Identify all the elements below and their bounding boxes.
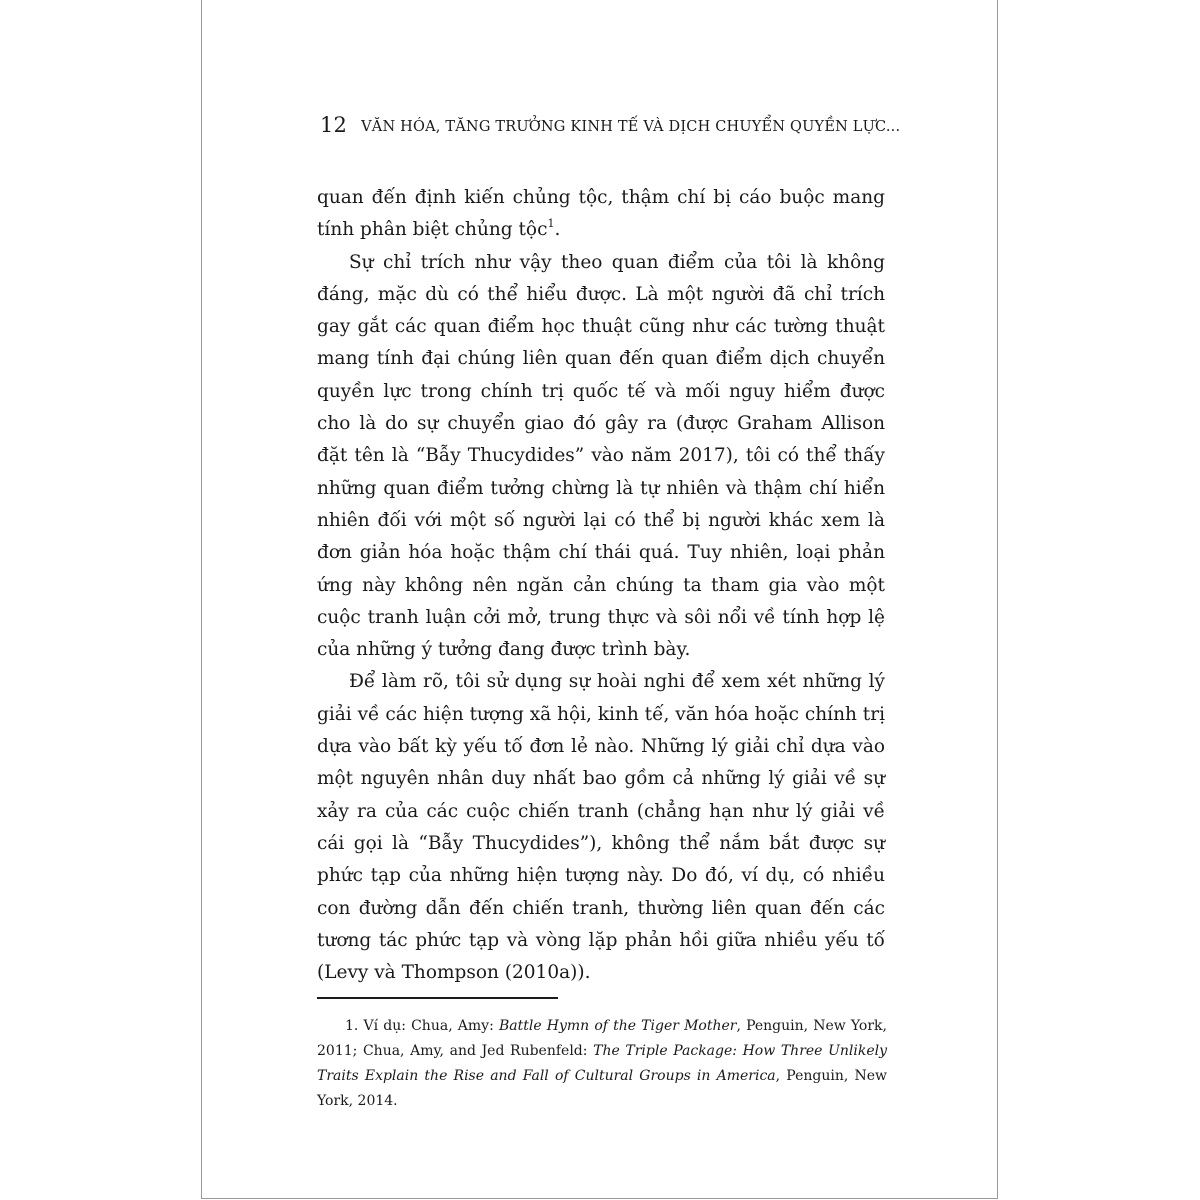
paragraph-1-text: quan đến định kiến chủng tộc, thậm chí bị cáo buộc mang tính phân biệt chủng tộc — [317, 187, 885, 241]
footnote-mid: , Penguin, New York, 2011; Chua, Amy, and Jed Rubenfeld: — [317, 1018, 887, 1059]
paragraph-3: Để làm rõ, tôi sử dụng sự hoài nghi để xem xét những lý giải về các hiện tượng xã hội, kinh tế, văn hóa hoặc chính trị dựa vào bất kỳ yếu tố đơn lẻ nào. Những lý giải chỉ dựa vào một nguyên nhân duy nhất bao gồm cả những lý giải về sự xảy ra của các cuộc chiến tranh (chẳng hạn như lý giải về cái gọi là “Bẫy Thucydides”), không thể nắm bắt được sự phức tạp của những hiện tượng này. Do đó, ví dụ, có nhiều con đường dẫn đến chiến tranh, thường liên quan đến các tương tác phức tạp và vòng lặp phản hồi giữa nhiều yếu tố (Levy và Thompson (2010a)). — [317, 671, 885, 984]
footnote — [317, 1014, 887, 1114]
footnote-separator — [317, 997, 558, 999]
paragraph-2: Sự chỉ trích như vậy theo quan điểm của tôi là không đáng, mặc dù có thể hiểu được. Là một người đã chỉ trích gay gắt các quan điểm học thuật cũng như các tường thuật mang tính đại chúng liên quan đến quan điểm dịch chuyển quyền lực trong chính trị quốc tế và mối nguy hiểm được cho là do sự chuyển giao đó gây ra (được Graham Allison đặt tên là “Bẫy Thucydides” vào năm 2017), tôi có thể thấy những quan điểm tưởng chừng là tự nhiên và thậm chí hiển nhiên đối với một số người lại có thể bị người khác xem là đơn giản hóa hoặc thậm chí thái quá. Tuy nhiên, loại phản ứng này không nên ngăn cản chúng ta tham gia vào một cuộc tranh luận cởi mở, trung thực và sôi nổi về tính hợp lệ của những ý tưởng đang được trình bày. — [317, 251, 885, 661]
page-number: 12 — [320, 113, 348, 137]
footnote-lead: 1. Ví dụ: Chua, Amy: — [345, 1018, 499, 1034]
chapter-title: VĂN HÓA, TĂNG TRƯỞNG KINH TẾ VÀ DỊCH CHUYỂN QUYỀN LỰC... — [361, 119, 901, 135]
paragraph-1 — [317, 182, 885, 247]
footnote-tail: , Penguin, New York, 2014. — [317, 1068, 887, 1109]
paragraph-1-end: . — [554, 219, 561, 241]
body-text — [317, 182, 885, 989]
footnote-title-1: Battle Hymn of the Tiger Mother — [498, 1018, 737, 1034]
book-page — [201, 0, 998, 1199]
footnote-title-2: The Triple Package: How Three Unlikely Traits Explain the Rise and Fall of Cultural Groups in America — [317, 1043, 887, 1084]
running-head — [320, 113, 920, 137]
footnote-reference: 1 — [547, 217, 555, 231]
